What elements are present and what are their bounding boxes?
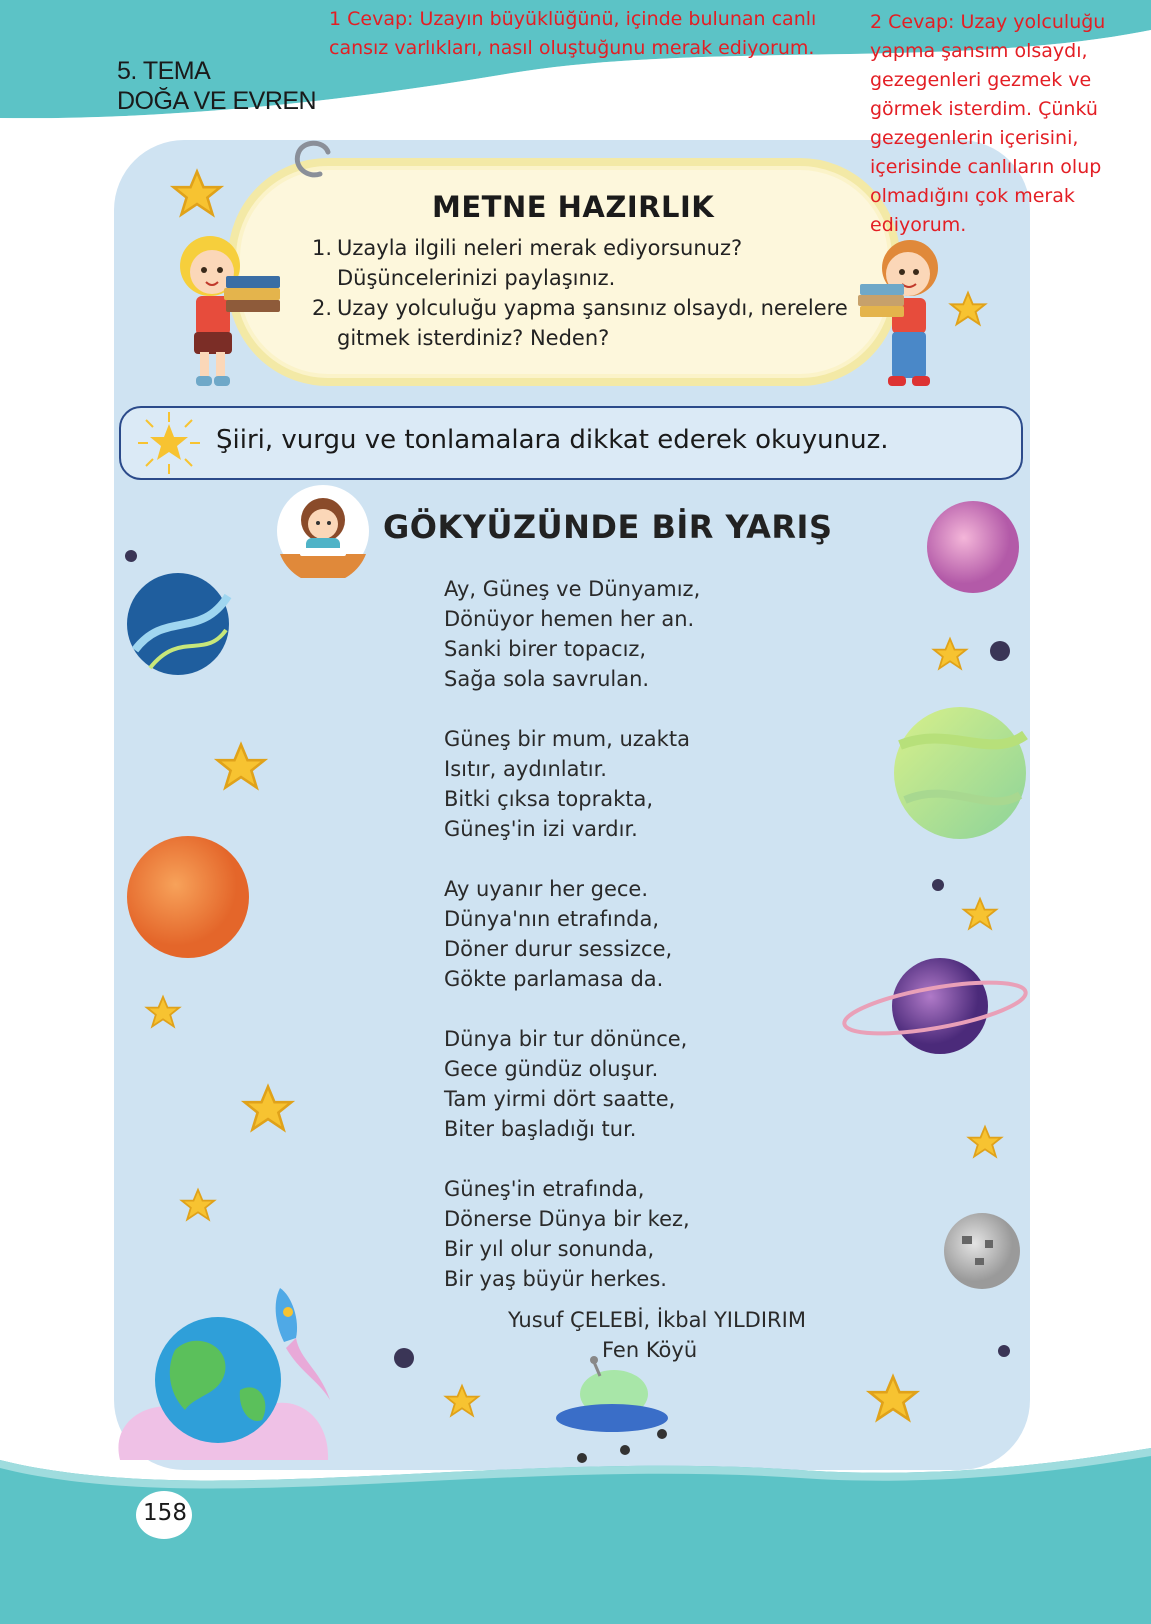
theme-name: DOĞA VE EVREN bbox=[117, 87, 317, 115]
poem-line: Dünya bir tur dönünce, bbox=[444, 1027, 688, 1051]
poem-stanza bbox=[444, 724, 700, 844]
answer-2-line: ediyorum. bbox=[870, 214, 967, 236]
boy-with-books-illustration bbox=[858, 232, 958, 392]
reading-girl-avatar bbox=[276, 484, 370, 578]
answer-2-line: 2 Cevap: Uzay yolculuğu bbox=[870, 11, 1106, 33]
poem-line: Sağa sola savrulan. bbox=[444, 667, 650, 691]
poem-line: Dünya'nın etrafında, bbox=[444, 907, 660, 931]
poem-stanza bbox=[444, 1024, 700, 1144]
answer-2-line: gezegenlerin içerisini, bbox=[870, 127, 1079, 149]
answer-1 bbox=[329, 5, 849, 63]
instruction-text: Şiiri, vurgu ve tonlamalara dikkat ederek okuyunuz. bbox=[216, 425, 889, 455]
poem-line: Güneş bir mum, uzakta bbox=[444, 727, 690, 751]
answer-2-line: görmek isterdim. Çünkü bbox=[870, 98, 1098, 120]
poem-stanza bbox=[444, 874, 700, 994]
theme-label bbox=[117, 56, 316, 116]
prep-questions bbox=[312, 233, 852, 353]
question-number: 2. bbox=[312, 296, 333, 320]
poem-line: Bitki çıksa toprakta, bbox=[444, 787, 654, 811]
answer-1-line: cansız varlıkları, nasıl oluştuğunu merak ediyorum. bbox=[329, 37, 815, 59]
poem-line: Tam yirmi dört saatte, bbox=[444, 1087, 676, 1111]
prep-question-1 bbox=[312, 233, 852, 293]
poem-line: Dönerse Dünya bir kez, bbox=[444, 1207, 690, 1231]
poem-title: GÖKYÜZÜNDE BİR YARIŞ bbox=[383, 508, 833, 546]
poem-line: Bir yaş büyür herkes. bbox=[444, 1267, 667, 1291]
answer-2-line: olmadığını çok merak bbox=[870, 185, 1075, 207]
poem-line: Isıtır, aydınlatır. bbox=[444, 757, 607, 781]
poem-author: Yusuf ÇELEBİ, İkbal YILDIRIM bbox=[508, 1308, 806, 1332]
poem-line: Güneş'in izi vardır. bbox=[444, 817, 638, 841]
poem-line: Biter başladığı tur. bbox=[444, 1117, 637, 1141]
answer-2 bbox=[870, 8, 1150, 240]
poem-line: Dönüyor hemen her an. bbox=[444, 607, 695, 631]
poem-line: Döner durur sessizce, bbox=[444, 937, 673, 961]
poem-body bbox=[444, 574, 700, 1324]
theme-number: 5. TEMA bbox=[117, 57, 211, 85]
poem-line: Gece gündüz oluşur. bbox=[444, 1057, 659, 1081]
answer-2-line: içerisinde canlıların olup bbox=[870, 156, 1102, 178]
poem-line: Bir yıl olur sonunda, bbox=[444, 1237, 655, 1261]
poem-source: Fen Köyü bbox=[602, 1338, 698, 1362]
prep-question-2 bbox=[312, 293, 852, 353]
page-number: 158 bbox=[143, 1500, 187, 1526]
poem-line: Sanki birer topacız, bbox=[444, 637, 647, 661]
answer-1-line: 1 Cevap: Uzayın büyüklüğünü, içinde bulunan canlı bbox=[329, 8, 817, 30]
ring-clip-icon bbox=[288, 134, 348, 194]
prep-title: METNE HAZIRLIK bbox=[432, 190, 715, 224]
question-number: 1. bbox=[312, 236, 333, 260]
question-text: Uzay yolculuğu yapma şansınız olsaydı, nerelere gitmek isterdiniz? Neden? bbox=[337, 296, 848, 350]
poem-line: Güneş'in etrafında, bbox=[444, 1177, 645, 1201]
poem-stanza bbox=[444, 574, 700, 694]
poem-line: Ay, Güneş ve Dünyamız, bbox=[444, 577, 701, 601]
poem-line: Ay uyanır her gece. bbox=[444, 877, 649, 901]
answer-2-line: yapma şansım olsaydı, bbox=[870, 40, 1088, 62]
answer-2-line: gezegenleri gezmek ve bbox=[870, 69, 1092, 91]
poem-stanza bbox=[444, 1174, 700, 1294]
question-text: Uzayla ilgili neleri merak ediyorsunuz? Düşüncelerinizi paylaşınız. bbox=[337, 236, 743, 290]
poem-line: Gökte parlamasa da. bbox=[444, 967, 664, 991]
girl-with-books-illustration bbox=[168, 228, 288, 392]
shining-star-icon bbox=[134, 408, 204, 478]
